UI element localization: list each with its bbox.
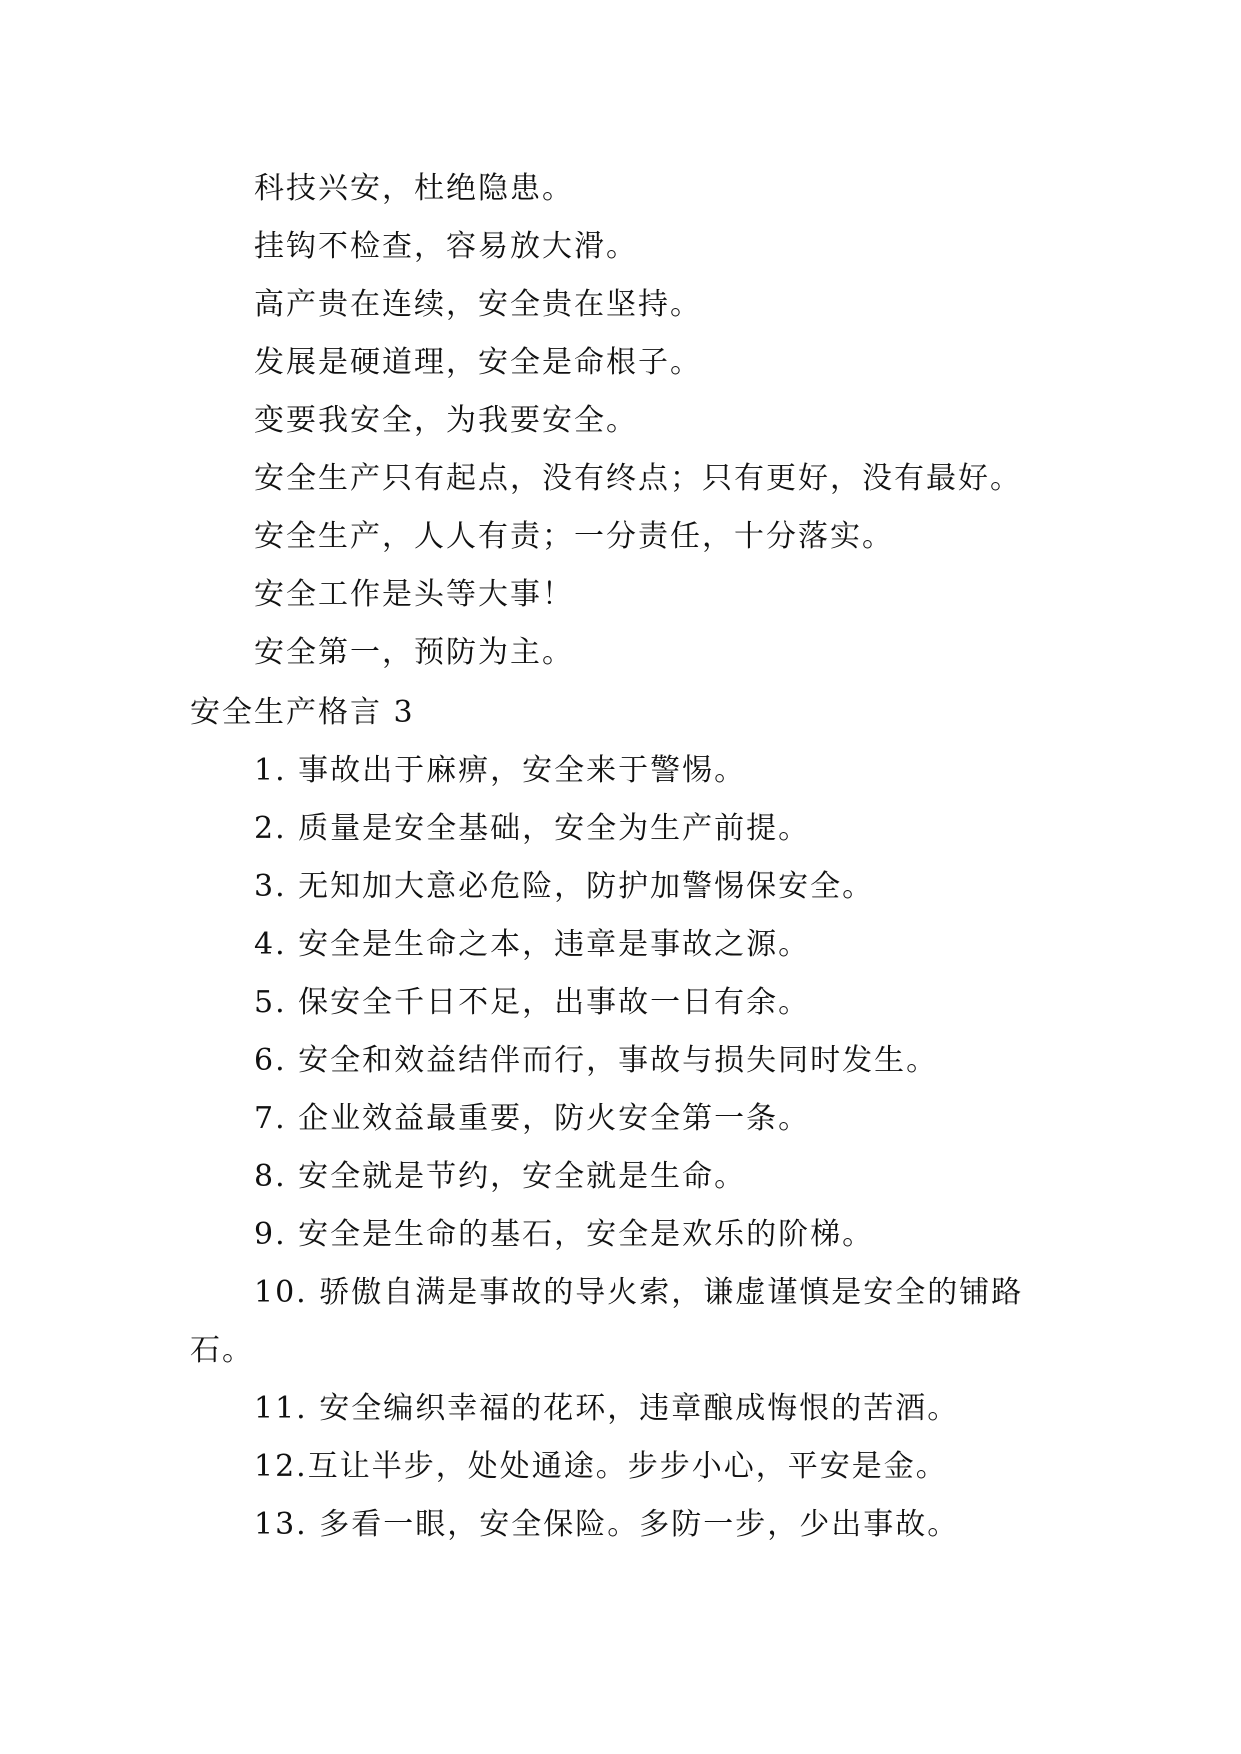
list-item: 6. 安全和效益结伴而行，事故与损失同时发生。 xyxy=(254,1043,939,1078)
motto-line: 高产贵在连续，安全贵在坚持。 xyxy=(254,287,702,322)
list-item-continuation: 石。 xyxy=(190,1333,254,1368)
document-body xyxy=(190,160,1070,1554)
list-item: 10. 骄傲自满是事故的导火索，谦虚谨慎是安全的铺路 xyxy=(254,1275,1024,1310)
list-item: 11. 安全编织幸福的花环，违章酿成悔恨的苦酒。 xyxy=(254,1391,960,1426)
list-item: 8. 安全就是节约，安全就是生命。 xyxy=(254,1159,747,1194)
motto-line: 安全第一，预防为主。 xyxy=(254,635,574,670)
motto-line: 安全工作是头等大事！ xyxy=(254,577,574,612)
list-item: 2. 质量是安全基础，安全为生产前提。 xyxy=(254,811,811,846)
motto-line: 安全生产只有起点，没有终点；只有更好，没有最好。 xyxy=(254,461,1022,496)
motto-line: 挂钩不检查，容易放大滑。 xyxy=(254,229,638,264)
motto-line: 变要我安全，为我要安全。 xyxy=(254,403,638,438)
section-heading: 安全生产格言 3 xyxy=(190,695,415,730)
motto-line: 发展是硬道理，安全是命根子。 xyxy=(254,345,702,380)
list-item: 5. 保安全千日不足，出事故一日有余。 xyxy=(254,985,811,1020)
list-item: 3. 无知加大意必危险，防护加警惕保安全。 xyxy=(254,869,875,904)
list-item: 1. 事故出于麻痹，安全来于警惕。 xyxy=(254,753,747,788)
motto-line: 科技兴安，杜绝隐患。 xyxy=(254,171,574,206)
motto-line: 安全生产，人人有责；一分责任，十分落实。 xyxy=(254,519,894,554)
list-item: 9. 安全是生命的基石，安全是欢乐的阶梯。 xyxy=(254,1217,875,1252)
list-item: 12.互让半步，处处通途。步步小心，平安是金。 xyxy=(254,1449,948,1484)
list-item: 4. 安全是生命之本，违章是事故之源。 xyxy=(254,927,811,962)
list-item: 7. 企业效益最重要，防火安全第一条。 xyxy=(254,1101,811,1136)
list-item: 13. 多看一眼，安全保险。多防一步，少出事故。 xyxy=(254,1507,960,1542)
